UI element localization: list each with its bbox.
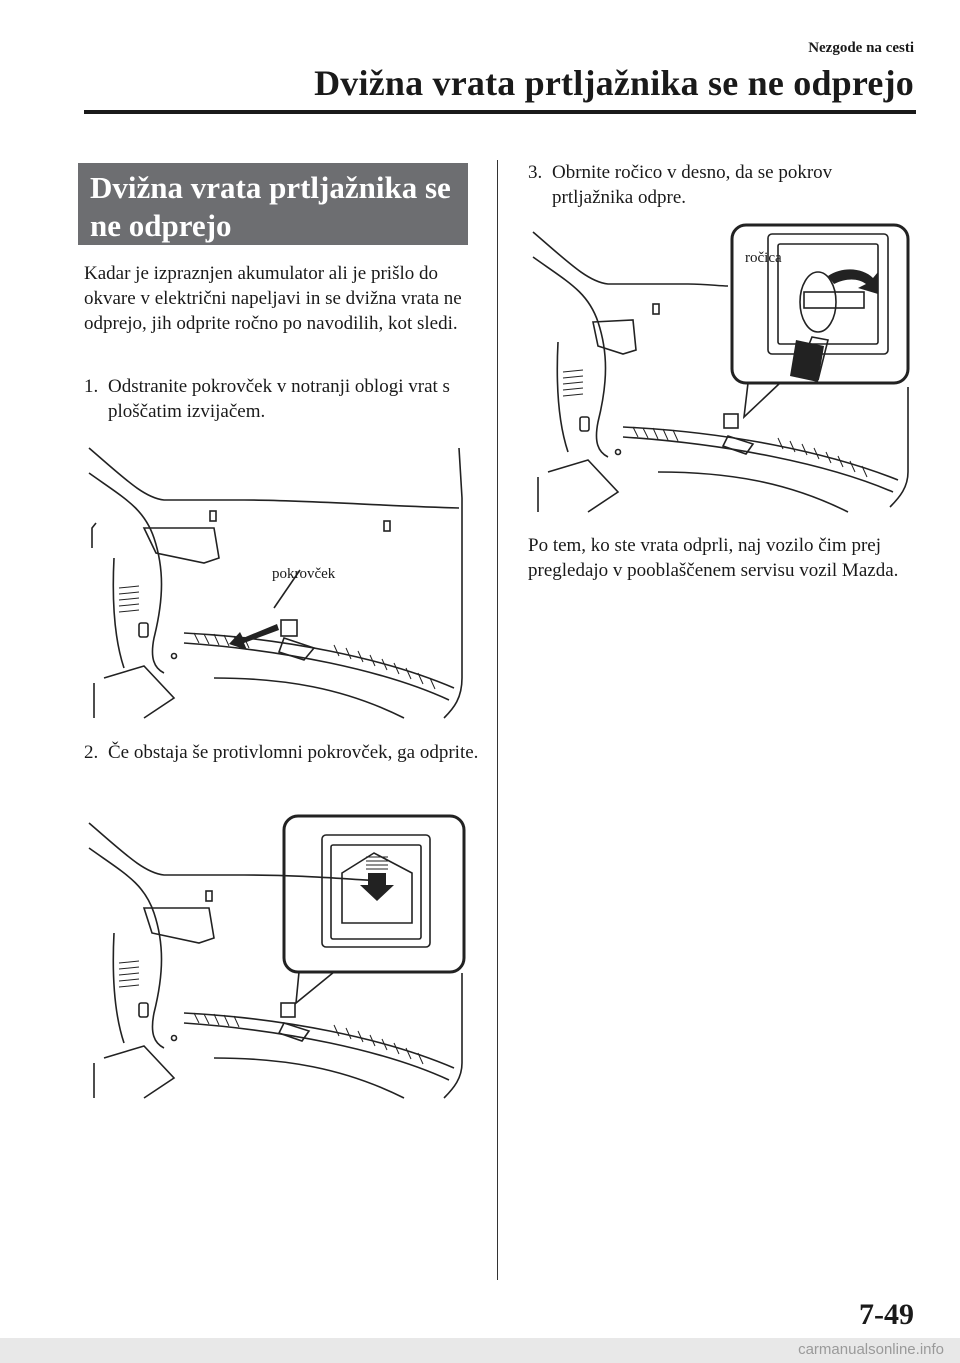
step-2-number: 2. [84,742,99,763]
closing-paragraph: Po tem, ko ste vrata odprli, naj vozilo čim prej pregledajo v pooblaščenem servisu vozil Mazda. [528,535,899,581]
step-1-number: 1. [84,376,99,397]
label-cover: pokrovček [272,566,336,582]
section-heading: Dvižna vrata prtljažnika se ne odprejo [78,163,468,245]
trunk-illustration-2 [84,813,474,1103]
figure-turn-lever [528,222,918,514]
step-1-text: Odstranite pokrovček v notranji oblogi vrat s ploščatim izvijačem. [108,376,450,422]
step-2-text: Če obstaja še protivlomni pokrovček, ga odprite. [108,742,479,763]
label-lever: ročica [745,250,782,266]
header-section-name: Nezgode na cesti [808,40,914,56]
header-title: Dvižna vrata prtljažnika se ne odprejo [314,63,914,103]
step-3-number: 3. [528,162,543,183]
header-rule [84,110,916,114]
page-number: 7-49 [859,1298,914,1331]
column-divider [497,160,498,1280]
figure-open-antitheft-cover [84,813,474,1103]
step-3-text: Obrnite ročico v desno, da se pokrov prtljažnika odpre. [552,162,833,208]
trunk-illustration-3 [528,222,918,514]
intro-paragraph: Kadar je izpraznjen akumulator ali je prišlo do okvare v električni napeljavi in se dvižna vrata ne odprejo, jih odprite ročno po navodilih, kot sledi. [84,263,462,334]
footer-watermark-url: carmanualsonline.info [798,1341,944,1358]
